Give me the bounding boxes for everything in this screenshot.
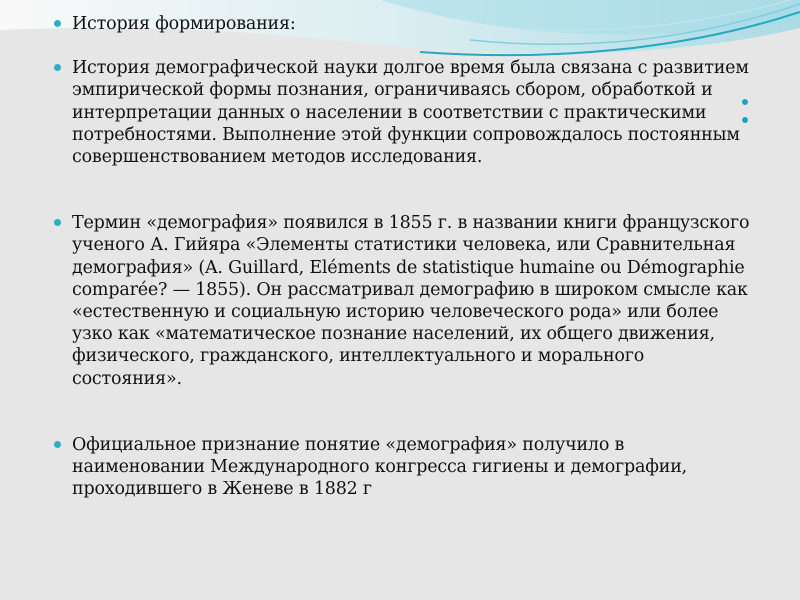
bullet-icon bbox=[54, 441, 61, 448]
paragraph-text: Термин «демография» появился в 1855 г. в названии книги французского ученого А. Гийяра «Элементы статистики человека, или Сравнительная демография» (A. Guillard, Eléments de statistique humaine ou Démographie comparée? — 1855). Он рассматривал демографию в широком смысле как «естественную и социальную историю человеческого рода» или более узко как «математическое познание населений, их общего движения, физического, гражданского, интеллектуального и морального состояния». bbox=[72, 213, 750, 389]
bullet-icon bbox=[742, 117, 748, 123]
paragraph-text: История демографической науки долгое время была связана с развитием эмпирической формы познания, ограничиваясь сбором, обработкой и интерпретации данных о населении в соответствии с практическими потребностями. Выполнение этой функции сопровождалось постоянным совершенствованием методов исследования. bbox=[72, 58, 749, 168]
paragraph-official bbox=[52, 434, 757, 501]
paragraph-heading bbox=[52, 13, 757, 35]
paragraph-term bbox=[52, 212, 757, 390]
paragraph-text: Официальное признание понятие «демография» получило в наименовании Международного конгресса гигиены и демографии, проходившего в Женеве в 1882 г bbox=[72, 434, 688, 500]
bullet-icon bbox=[54, 20, 61, 27]
paragraph-history bbox=[52, 57, 757, 168]
paragraph-text: История формирования: bbox=[72, 14, 296, 34]
slide-body bbox=[52, 13, 757, 500]
bullet-icon bbox=[54, 64, 61, 71]
bullet-icon bbox=[54, 219, 61, 226]
bullet-icon bbox=[742, 99, 748, 105]
